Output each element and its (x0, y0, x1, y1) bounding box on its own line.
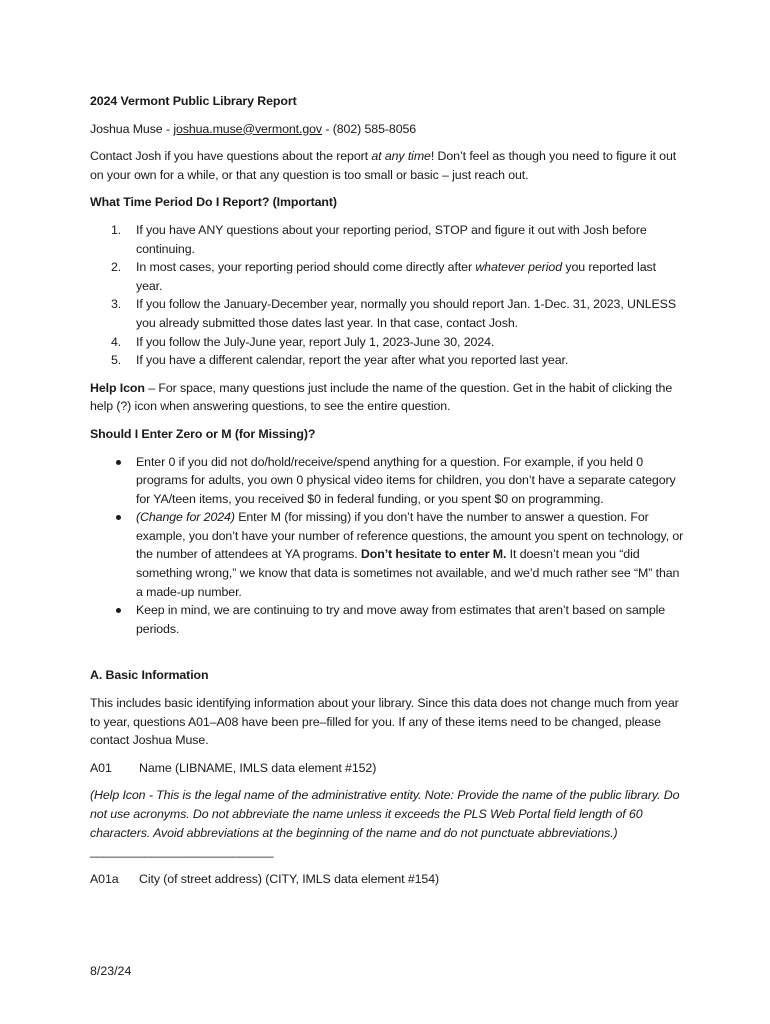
zero-or-m-heading: Should I Enter Zero or M (for Missing)? (90, 426, 316, 441)
list-text: you reported last year. (136, 260, 656, 293)
list-item (90, 295, 684, 332)
list-text: If you follow the July-June year, report July 1, 2023-June 30, 2024. (136, 334, 495, 349)
list-item (90, 508, 684, 601)
list-number: 5. (111, 353, 122, 368)
list-item (90, 601, 684, 638)
list-emphasis: (Change for 2024) (136, 510, 235, 525)
footer-date: 8/23/24 (90, 964, 132, 978)
list-number: 4. (111, 334, 122, 349)
list-text: Enter M (for missing) if you don’t have the number to answer a question. For example, you don’t have your number of reference questions, the amount you spent on technology, or the number of attendees at YA programs. (136, 510, 684, 562)
section-a-heading: A. Basic Information (90, 668, 209, 683)
contact-line (90, 120, 684, 139)
bullet-icon (116, 608, 121, 613)
help-icon-label: Help Icon (90, 380, 145, 395)
list-item (90, 351, 684, 370)
a01-help-text (90, 786, 684, 860)
time-period-heading: What Time Period Do I Report? (Important) (90, 195, 337, 210)
bullet-icon (116, 460, 121, 465)
list-item (90, 333, 684, 352)
list-item (90, 258, 684, 295)
list-text: If you have a different calendar, report the year after what you reported last year. (136, 353, 569, 368)
list-text: In most cases, your reporting period should come directly after (136, 260, 476, 275)
time-period-list (90, 221, 684, 370)
question-label: City (of street address) (CITY, IMLS data element #154) (139, 871, 440, 886)
intro-paragraph (90, 147, 684, 184)
list-item (90, 221, 684, 258)
list-item (90, 453, 684, 509)
question-code: A01 (90, 760, 112, 775)
contact-email-link[interactable]: joshua.muse@vermont.gov (173, 121, 323, 136)
list-text: It doesn’t mean you “did something wrong,” we know that data is sometimes not available, and we’d much rather see “M” than a made-up number. (136, 547, 680, 599)
list-number: 3. (111, 297, 122, 312)
intro-emphasis: at any time (371, 149, 431, 164)
list-emphasis: whatever period (475, 260, 562, 275)
help-icon-text: – For space, many questions just include the name of the question. Get in the habit of clicking the help (?) icon when answering questions, to see the entire question. (90, 380, 673, 414)
contact-phone: - (802) 585-8056 (322, 121, 417, 136)
list-text: If you have ANY questions about your reporting period, STOP and figure it out with Josh before continuing. (136, 222, 647, 256)
list-text: If you follow the January-December year, normally you should report Jan. 1-Dec. 31, 2023, UNLESS you already submitted those dates last year. In that case, contact Josh. (136, 297, 676, 330)
list-number: 1. (111, 222, 122, 237)
intro-text-2: ! Don’t feel as though you need to figure it out on your own for a while, or that any question is too small or basic – just reach out. (90, 149, 677, 182)
question-a01a (90, 870, 684, 889)
list-number: 2. (111, 260, 122, 275)
help-text: (Help Icon - This is the legal name of the administrative entity. Note: Provide the name of the public library. Do not use acronyms. Do not abbreviate the name unless it exceeds the PLS Web Portal field length of 60 characters. Avoid abbreviations at the beginning of the name and do not punctuate abbreviations.) (90, 788, 680, 840)
list-text: Enter 0 if you did not do/hold/receive/spend anything for a question. For example, if you held 0 programs for adults, you own 0 physical video items for children, you don’t have a separate category for YA/teen items, you received $0 in federal funding, or you spent $0 on programming. (136, 454, 676, 506)
intro-text-1: Contact Josh if you have questions about the report (90, 149, 372, 164)
help-icon-paragraph (90, 379, 684, 416)
zero-or-m-list (90, 453, 684, 639)
question-code: A01a (90, 871, 119, 886)
document-title: 2024 Vermont Public Library Report (90, 94, 297, 108)
answer-blank: ___________________________ (90, 844, 274, 859)
question-a01 (90, 759, 684, 778)
question-label: Name (LIBNAME, IMLS data element #152) (139, 760, 377, 775)
document-body (90, 92, 684, 897)
list-text: Keep in mind, we are continuing to try and move away from estimates that aren’t based on sample periods. (136, 603, 666, 636)
list-bold: Don’t hesitate to enter M. (360, 547, 507, 562)
bullet-icon (116, 515, 121, 520)
section-a-intro: This includes basic identifying information about your library. Since this data does not change much from year to year, questions A01–A08 have been pre–filled for you. If any of these items need to be changed, please contact Joshua Muse. (90, 696, 679, 748)
contact-name: Joshua Muse - (90, 121, 174, 136)
